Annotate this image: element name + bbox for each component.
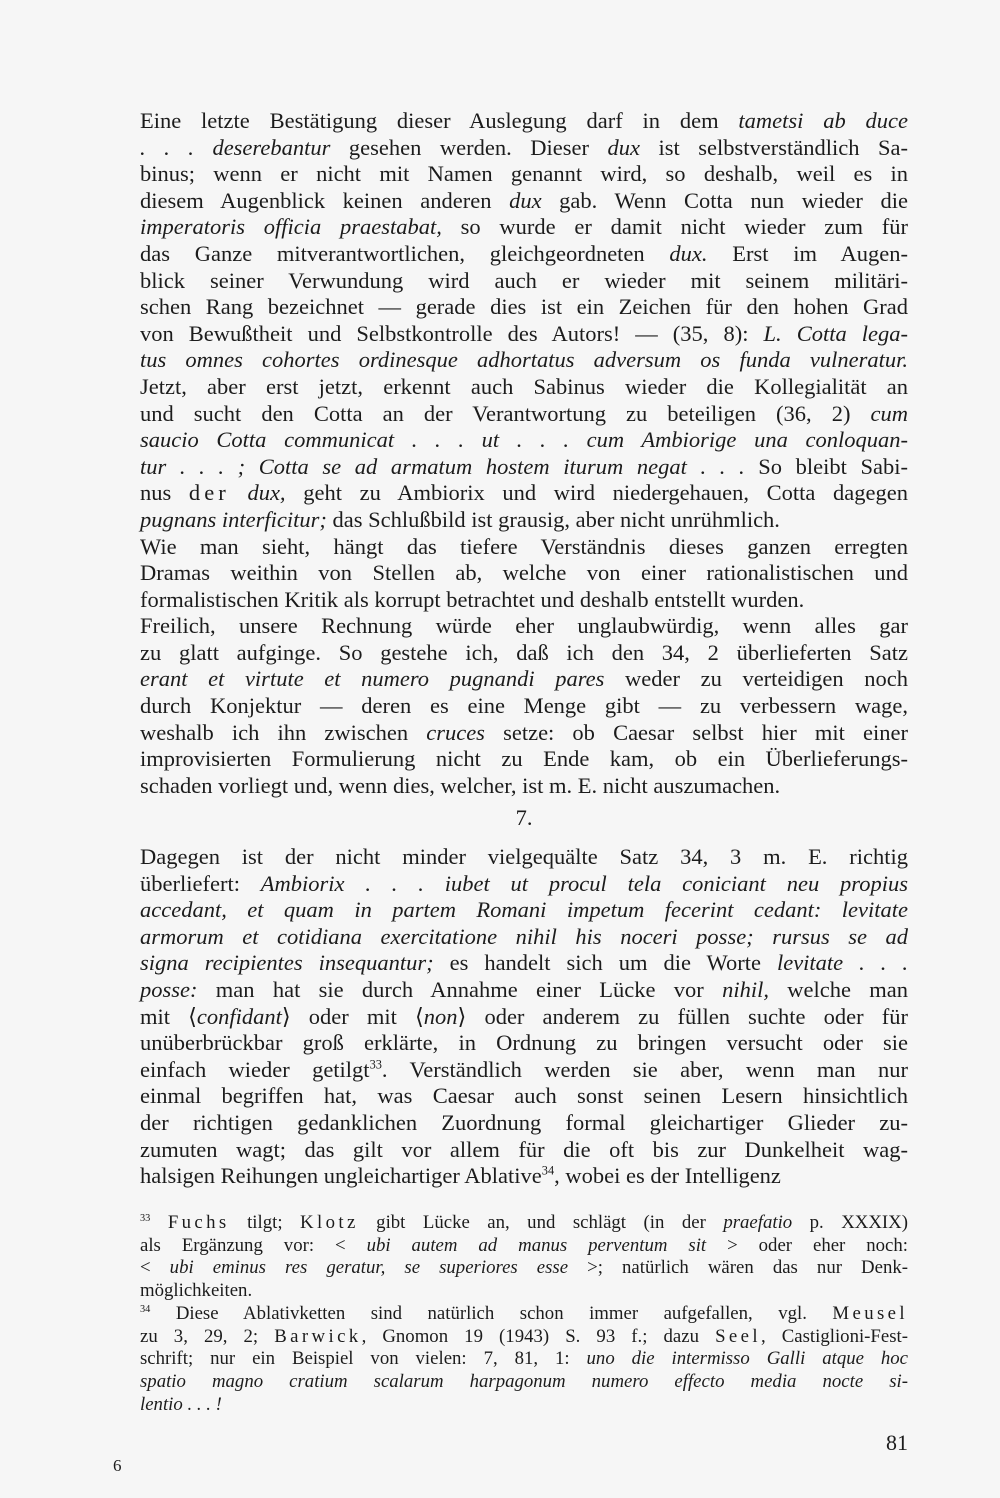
- text-line: halsigen Reihungen ungleichartiger Ablative$^{34}$, wobei es der Intelligenz: [140, 1163, 781, 1189]
- text-line: Jetzt, aber erst jetzt, erkennt auch Sabinus wieder die Kollegialität an: [140, 373, 908, 399]
- text-line: blick seiner Verwundung wird auch er wieder mit seinem militäri-: [140, 267, 908, 293]
- text-line: posse: man hat sie durch Annahme einer Lücke vor nihil, welche man: [140, 977, 909, 1002]
- paragraph-4: [140, 844, 908, 1190]
- text-line: mit ⟨confidant⟩ oder mit ⟨non⟩ oder anderem zu füllen suchte oder für: [140, 1003, 908, 1029]
- text-line: signa recipientes insequantur; es handelt sich um die Worte levitate . . .: [140, 950, 908, 976]
- text-line: Dagegen ist der nicht minder vielgequälte Satz 34, 3 m. E. richtig: [140, 844, 908, 870]
- text-line: und sucht den Cotta an der Verantwortung zu beteiligen (36, 2) cum: [140, 400, 908, 426]
- text-line: lentio . . . !: [140, 1393, 222, 1415]
- text-line: als Ergänzung vor: < ubi autem ad manus perventum sit > oder eher noch:: [140, 1234, 908, 1256]
- paragraph-1: [140, 108, 908, 534]
- text-line: schrift; nur ein Beispiel von vielen: 7, 81, 1: uno die intermisso Galli atque hoc: [140, 1348, 908, 1370]
- text-line: zu glatt aufginge. So gestehe ich, daß ich den 34, 2 überlieferten Satz: [140, 639, 908, 665]
- text-line: imperatoris officia praestabat, so wurde er damit nicht wieder zum für: [140, 214, 908, 240]
- section-number: 7.: [515, 805, 533, 831]
- text-line: improvisierten Formulierung nicht zu Ende kam, ob ein Überlieferungs-: [140, 746, 908, 772]
- text-line: Dramas weithin von Stellen ab, welche von einer rationalistischen und: [140, 560, 908, 586]
- text-line: pugnans interficitur; das Schlußbild ist grausig, aber nicht unrühmlich.: [140, 506, 780, 532]
- text-line: unüberbrückbar groß erklärte, in Ordnung zu bringen versucht oder sie: [140, 1030, 908, 1056]
- text-line: einfach wieder getilgt$^{33}$. Verständlich werden sie aber, wenn man nur: [140, 1056, 908, 1082]
- paragraph-2: [140, 534, 908, 614]
- paragraph-3: [140, 613, 908, 799]
- text-line: armorum et cotidiana exercitatione nihil his noceri posse; rursus se ad: [140, 923, 908, 949]
- footnote-33: [140, 1212, 908, 1303]
- text-line: einmal begriffen hat, was Caesar auch sonst seinen Lesern hinsichtlich: [140, 1083, 908, 1109]
- text-line: diesem Augenblick keinen anderen dux gab. Wenn Cotta nun wieder die: [140, 187, 908, 213]
- text-line: Freilich, unsere Rechnung würde eher unglaubwürdig, wenn alles gar: [140, 613, 908, 639]
- text-line: binus; wenn er nicht mit Namen genannt wird, so deshalb, weil es in: [140, 161, 908, 187]
- text-line: $^{33}$ Fuchs tilgt; Klotz gibt Lücke an, und schlägt (in der praefatio p. XXXIX): [140, 1212, 908, 1233]
- text-line: zu 3, 29, 2; Barwick, Gnomon 19 (1943) S. 93 f.; dazu Seel, Castiglioni-Fest-: [140, 1325, 908, 1347]
- text-line: tus omnes cohortes ordinesque adhortatus adversum os funda vulneratur.: [140, 347, 908, 373]
- text-line: überliefert: Ambiorix . . . iubet ut procul tela coniciant neu propius: [140, 870, 908, 896]
- text-line: das Ganze mitverantwortlichen, gleichgeordneten dux. Erst im Augen-: [140, 240, 909, 266]
- text-line: . . . deserebantur gesehen werden. Dieser dux ist selbstverständlich Sa-: [140, 134, 908, 160]
- text-line: tur . . . ; Cotta se ad armatum hostem iturum negat . . . So bleibt Sabi-: [140, 453, 909, 479]
- text-line: durch Konjektur — deren es eine Menge gibt — zu verbessern wage,: [140, 693, 908, 719]
- text-line: erant et virtute et numero pugnandi pares weder zu verteidigen noch: [140, 666, 908, 692]
- text-line: Eine letzte Bestätigung dieser Auslegung darf in dem tametsi ab duce: [140, 108, 909, 133]
- text-line: schaden vorliegt und, wenn dies, welcher, ist m. E. nicht auszumachen.: [140, 772, 781, 798]
- text-line: nus der dux, geht zu Ambiorix und wird niedergehauen, Cotta dagegen: [140, 480, 908, 506]
- text-line: weshalb ich ihn zwischen cruces setze: ob Caesar selbst hier mit einer: [140, 719, 909, 745]
- text-line: zumuten wagt; das gilt vor allem für die oft bis zur Dunkelheit wag-: [140, 1136, 908, 1162]
- text-line: spatio magno cratium scalarum harpagonum numero effecto media nocte si-: [140, 1370, 908, 1392]
- text-line: saucio Cotta communicat . . . ut . . . cum Ambiorige una conloquan-: [140, 427, 908, 453]
- text-line: Wie man sieht, hängt das tiefere Verständnis dieses ganzen erregten: [140, 533, 908, 559]
- text-line: accedant, et quam in partem Romani impetum fecerint cedant: levitate: [140, 897, 908, 923]
- main-text: [140, 108, 908, 1190]
- text-line: < ubi eminus res geratur, se superiores esse >; natürlich wären das nur Denk-: [140, 1257, 908, 1279]
- signature-mark: 6: [113, 1456, 122, 1475]
- text-line: der richtigen gedanklichen Zuordnung formal gleichartiger Glieder zu-: [140, 1109, 908, 1135]
- text-line: formalistischen Kritik als korrupt betrachtet und deshalb entstellt wurden.: [140, 586, 805, 612]
- text-line: schen Rang bezeichnet — gerade dies ist ein Zeichen für den hohen Grad: [140, 294, 908, 320]
- footnote-34: [140, 1303, 908, 1417]
- text-line: $^{34}$ Diese Ablativketten sind natürlich schon immer aufgefallen, vgl. Meusel: [140, 1302, 908, 1324]
- footnotes: [140, 1212, 908, 1416]
- text-line: möglichkeiten.: [140, 1280, 253, 1302]
- page-number: 81: [886, 1430, 908, 1455]
- text-line: von Bewußtheit und Selbstkontrolle des Autors! — (35, 8): L. Cotta lega-: [140, 320, 908, 346]
